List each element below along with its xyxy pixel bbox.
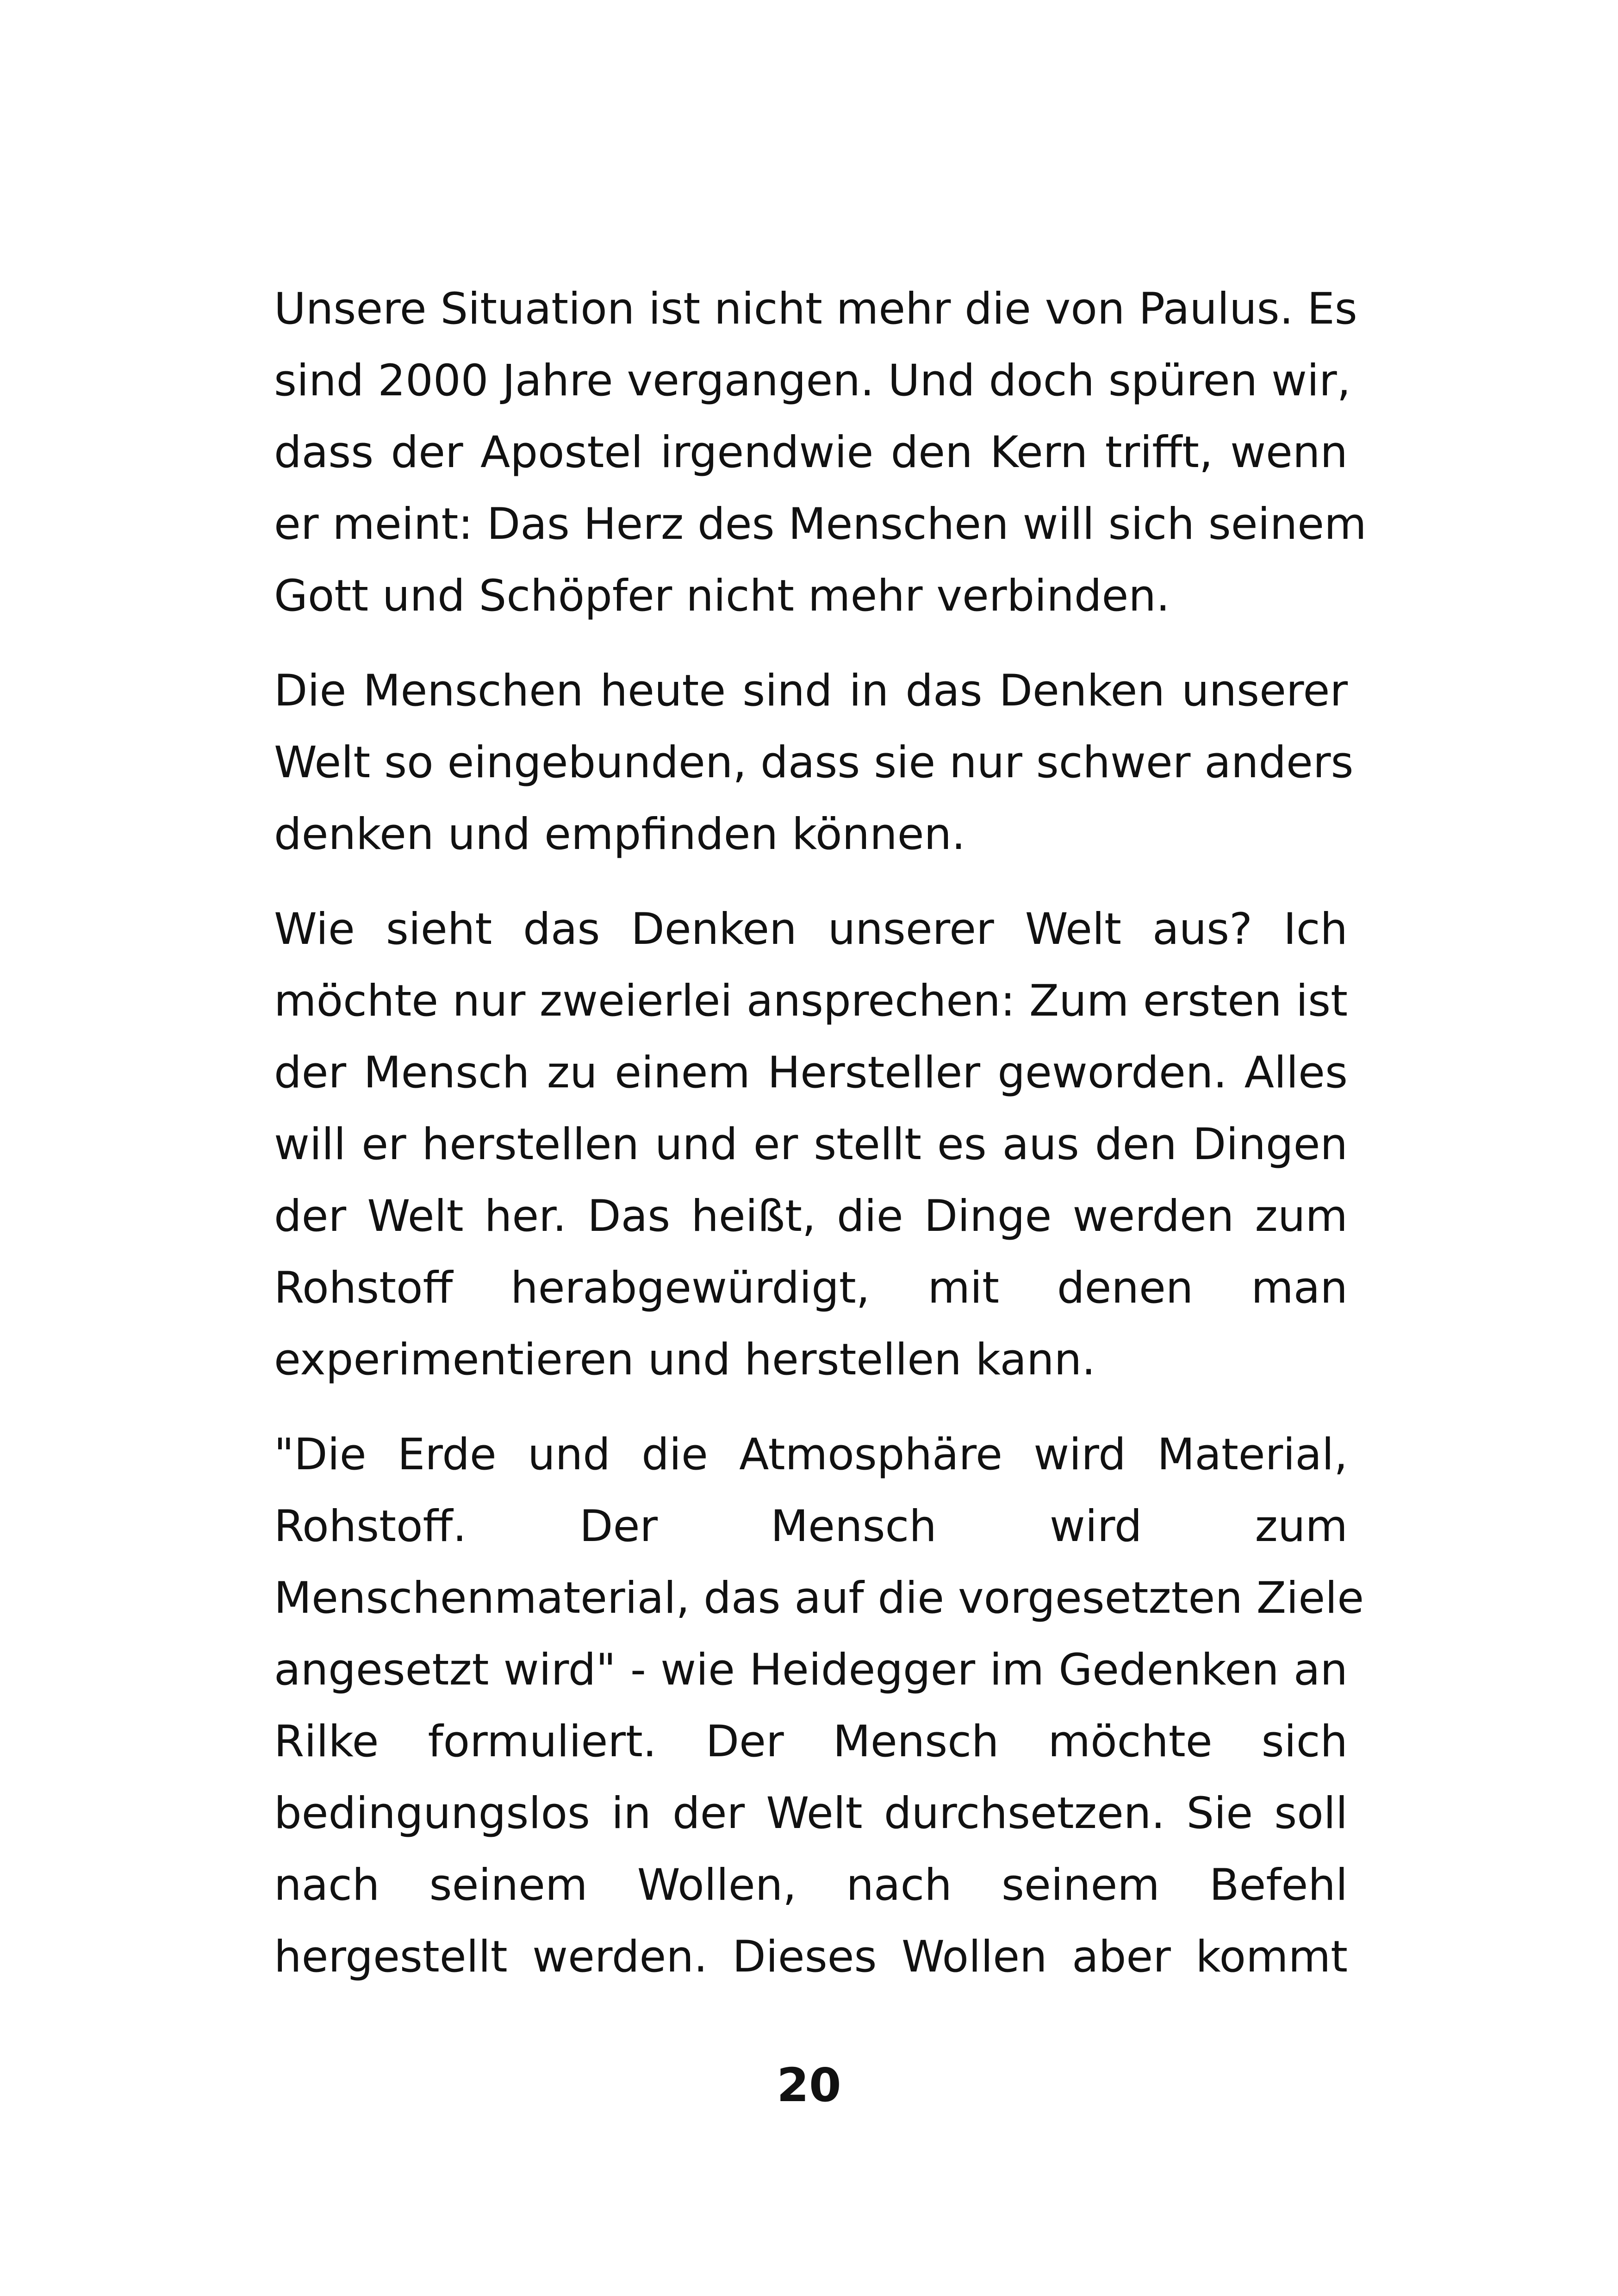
paragraph-3 [274,893,1348,1396]
text-line: Welt so eingebunden, dass sie nur schwer anders [274,737,1354,788]
page-number: 20 [777,2058,841,2112]
text-line: er meint: Das Herz des Menschen will sich seinem [274,499,1367,549]
text-line: Die Menschen heute sind in das Denken unserer [274,666,1348,716]
paragraph-4 [274,1419,1364,1993]
text-line: "Die Erde und die Atmosphäre wird Material, [274,1429,1348,1480]
text-line: der Welt her. Das heißt, die Dinge werden zum [274,1191,1348,1242]
text-line: will er herstellen und er stellt es aus den Dingen [274,1119,1348,1170]
text-line: denken und empfinden können. [274,809,965,860]
text-line: Gott und Schöpfer nicht mehr verbinden. [274,571,1170,621]
text-line: Rilke formuliert. Der Mensch möchte sich [274,1716,1348,1767]
text-line: Unsere Situation ist nicht mehr die von Paulus. Es [274,284,1357,334]
text-line: hergestellt werden. Dieses Wollen aber kommt [274,1932,1348,1982]
text-line: angesetzt wird" - wie Heidegger im Gedenken an [274,1645,1348,1695]
text-line: möchte nur zweierlei ansprechen: Zum ersten ist [274,976,1348,1026]
page-body [274,273,1367,2016]
text-line: der Mensch zu einem Hersteller geworden. Alles [274,1048,1348,1098]
text-line: nach seinem Wollen, nach seinem Befehl [274,1860,1348,1910]
text-line: Wie sieht das Denken unserer Welt aus? Ich [274,904,1348,955]
paragraph-2 [274,655,1354,870]
text-line: sind 2000 Jahre vergangen. Und doch spüren wir, [274,356,1351,406]
text-line: experimentieren und herstellen kann. [274,1335,1096,1385]
text-line: dass der Apostel irgendwie den Kern trifft, wenn [274,427,1348,478]
text-line: bedingungslos in der Welt durchsetzen. Sie soll [274,1788,1348,1839]
text-line: Rohstoff herabgewürdigt, mit denen man [274,1263,1348,1313]
text-line: Rohstoff. Der Mensch wird zum [274,1501,1348,1552]
text-line: Menschenmaterial, das auf die vorgesetzten Ziele [274,1573,1364,1623]
paragraph-1 [274,273,1367,632]
